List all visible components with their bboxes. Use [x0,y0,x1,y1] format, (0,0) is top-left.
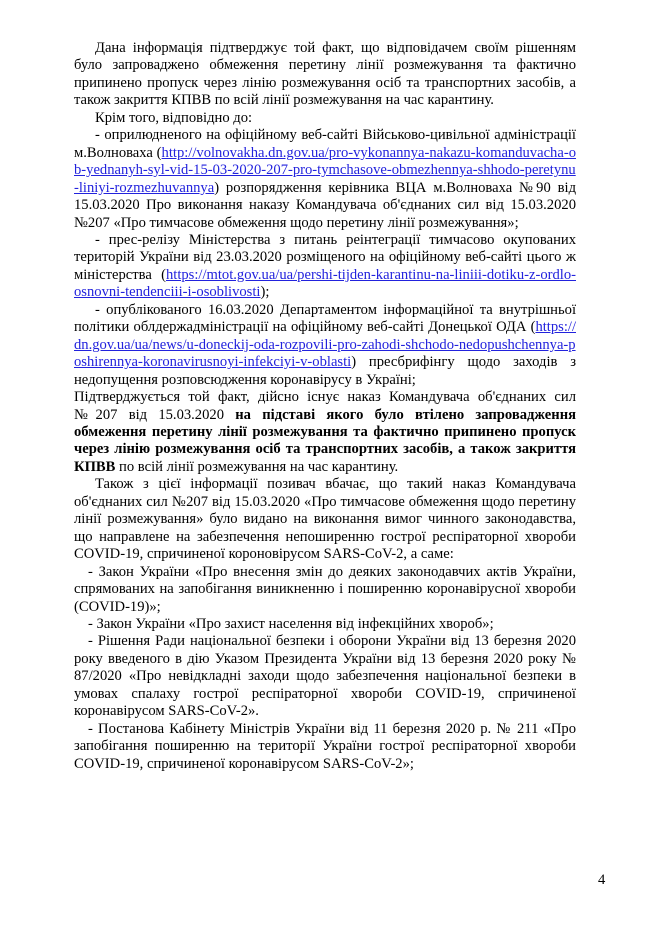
paragraph-6-confirmation [74,389,576,476]
paragraph-5-donetsk-oda [74,302,576,389]
paragraph-4-mtot [74,232,576,302]
paragraph-1: Дана інформація підтверджує той факт, що відповідачем своїм рішенням було запроваджено обмеження перетину лінії розмежування та фактично припинено пропуск через лінію розмежування осіб та транспортних засобів, а також закриття КПВВ по всій лінії розмежування на час карантину. [74,40,576,109]
paragraph-4-text-after: ); [260,284,270,301]
link-volnovakha-order[interactable]: http://volnovakha.dn.gov.ua/pro-vykonannya-nakazu-komanduvacha-ob-yednanyh-syl-vid-15-03-2020-207-pro-tymchasove-obmezhennya-shhodo-peretynu-liniyi-rozmezhuvannya [74,144,576,196]
paragraph-6-text-before-bold: Підтверджується той факт, дійсно існує наказ Командувача об'єднаних сил №207 від 15.03.2020 [74,389,576,423]
document-body [74,40,576,773]
paragraph-3-text-after: ) розпорядження керівника ВЦА м.Волноваха №90 від 15.03.2020 Про виконання наказу Командувача об'єднаних сил від 15.03.2020 №207 «Про тимчасове обмеження щодо перетину лінії розмежування»; [74,179,576,231]
list-item-nsdc-decision: - Рішення Ради національної безпеки і оборони України від 13 березня 2020 року введеного в дію Указом Президента України від 13 березня 2020 року № 87/2020 «Про невідкладні заходи щодо забезпечення національної безпеки в умовах спалаху гострої респіраторної хвороби COVID-19, спричиненої коронавірусом SARS-CoV-2». [74,633,576,720]
link-donetsk-oda-briefing[interactable]: https://dn.gov.ua/ua/news/u-doneckij-oda-rozpovili-pro-zahodi-shchodo-nedopushchennya-poshirennya-koronavirusnoyi-infekciyi-v-oblasti [74,319,576,371]
paragraph-5-text-before: - опублікованого 16.03.2020 Департаментом інформаційної та внутрішньої політики облдержадміністрації на офіційному веб-сайті Донецької ОДА ( [74,301,576,336]
paragraph-6-bold-emphasis: на підставі якого було втілено запровадження обмеження перетину лінії розмежування та фактично припинено пропуск через лінію розмежування осіб та транспортних засобів, а також закриття КПВВ [74,406,576,475]
link-mtot-press-release[interactable]: https://mtot.gov.ua/ua/pershi-tijden-karantinu-na-liniii-dotiku-z-ordlo-osnovni-tendenciii-i-osoblivosti [74,266,576,301]
paragraph-3-text-before: - оприлюдненого на офіційному веб-сайті Військово-цивільної адміністрації м.Волноваха ( [74,127,576,161]
paragraph-6-text-after-bold: по всій лінії розмежування на час карантину. [115,458,399,475]
paragraph-3-volnovakha [74,127,576,232]
paragraph-5-text-after: ) пресбрифінгу щодо заходів з недопущення розповсюдження коронавірусу в Україні; [74,354,576,388]
page-number: 4 [598,872,606,888]
paragraph-4-text-before: - прес-релізу Міністерства з питань реінтеграції тимчасово окупованих територій України від 23.03.2020 розміщеного на офіційному веб-сайті цього ж міністерства ( [74,231,576,283]
list-item-cabinet-resolution: - Постанова Кабінету Міністрів України від 11 березня 2020 р. № 211 «Про запобігання поширенню на території України гострої респіраторної хвороби COVID-19, спричиненої коронавірусом SARS-CoV-2»; [74,720,576,772]
paragraph-7-plaintiff-view: Також з цієї інформації позивач вбачає, що такий наказ Командувача об'єднаних сил №207 від 15.03.2020 «Про тимчасове обмеження щодо перетину лінії розмежування» було видано на виконання вимог чинного законодавства, що направлене на забезпечення непоширенню гострої респіраторної хвороби COVID-19, спричиненої короновірусом SARS-CoV-2, а саме: [74,476,576,563]
list-item-law-amendments: - Закон України «Про внесення змін до деяких законодавчих актів України, спрямованих на запобігання виникненню і поширенню коронавірусної хвороби (COVID-19)»; [74,563,576,615]
list-item-law-infectious-diseases: - Закон України «Про захист населення від інфекційних хвороб»; [88,615,494,632]
paragraph-2-intro: Крім того, відповідно до: [95,109,253,126]
